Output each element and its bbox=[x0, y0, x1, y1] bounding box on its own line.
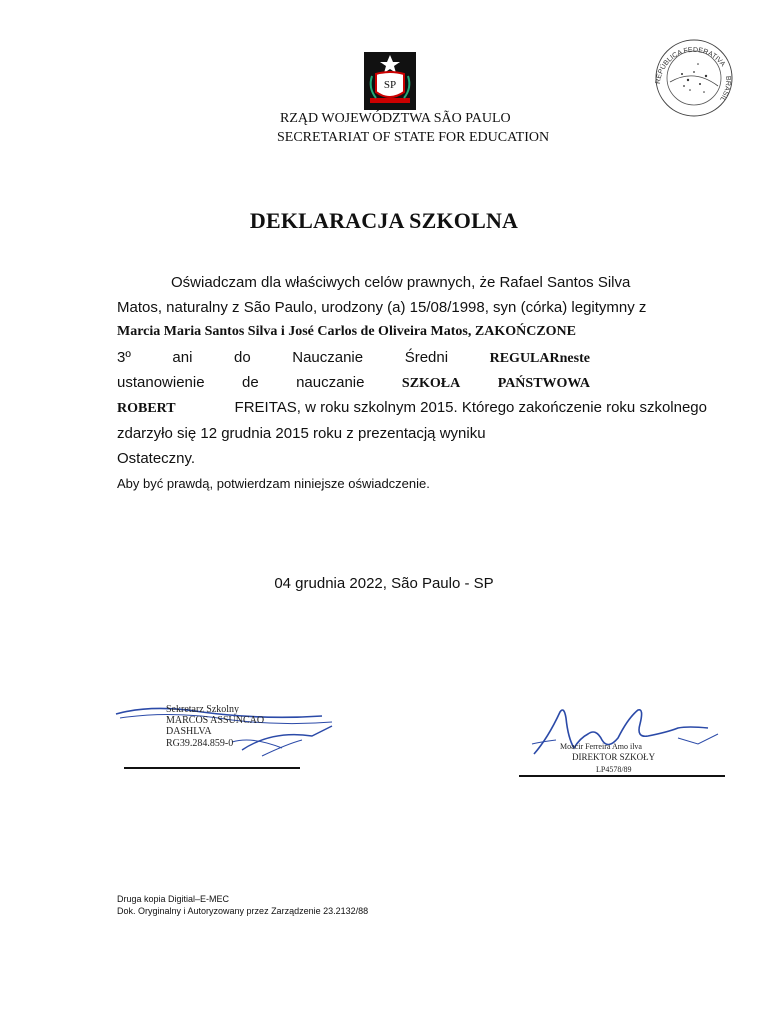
document-title: DEKLARACJA SZKOLNA bbox=[249, 208, 519, 233]
declaration-line bbox=[117, 349, 590, 367]
word: nauczanie bbox=[296, 374, 365, 391]
word: do bbox=[233, 349, 251, 366]
declaration-line: Matos, naturalny z São Paulo, urodzony (a) 15/08/1998, syn (córka) legitymny z bbox=[117, 299, 647, 316]
org-department: SECRETARIAT OF STATE FOR EDUCATION bbox=[277, 130, 550, 145]
word: Średni bbox=[404, 349, 449, 366]
footer-note: Dok. Oryginalny i Autoryzowany przez Zarządzenie 23.2132/88 bbox=[117, 906, 369, 916]
word: de bbox=[241, 374, 259, 391]
svg-text:BRASIL: BRASIL bbox=[718, 75, 732, 103]
word: 3º bbox=[117, 349, 131, 366]
word-bold: REGULARneste bbox=[489, 351, 590, 366]
footer-note: Druga kopia Digitial–E-MEC bbox=[117, 894, 230, 904]
secretary-name: DASHLVA bbox=[166, 726, 212, 737]
svg-text:REPÚBLICA FEDERATIVA: REPÚBLICA FEDERATIVA bbox=[654, 46, 727, 85]
word-bold: PAŃSTWOWA bbox=[497, 376, 590, 391]
director-name: Moacir Ferreira Amo ilva bbox=[560, 742, 642, 751]
sentence: FREITAS, w roku szkolnym 2015. Którego zakończenie roku szkolnego bbox=[234, 399, 707, 416]
director-id: LP4578/89 bbox=[596, 765, 632, 774]
sp-coat-of-arms-icon bbox=[364, 52, 416, 110]
declaration-line bbox=[117, 374, 590, 392]
declaration-closing: Aby być prawdą, potwierdzam niniejsze oświadczenie. bbox=[117, 476, 430, 491]
declaration-line: Oświadczam dla właściwych celów prawnych, że Rafael Santos Silva bbox=[171, 274, 631, 291]
svg-text:SP: SP bbox=[383, 79, 397, 91]
signature-line bbox=[124, 767, 300, 769]
secretary-rg: RG39.284.859-0 bbox=[166, 738, 234, 749]
federal-republic-seal-icon bbox=[646, 34, 738, 118]
word-bold: SZKOŁA bbox=[401, 376, 461, 391]
declaration-line: Ostateczny. bbox=[117, 450, 196, 467]
declaration-line bbox=[117, 399, 707, 417]
declaration-line: zdarzyło się 12 grudnia 2015 roku z prezentacją wyniku bbox=[117, 425, 486, 442]
secretary-name: MARCOS ASSUNCAO bbox=[166, 715, 265, 726]
signature-line bbox=[519, 775, 725, 777]
word: Nauczanie bbox=[292, 349, 364, 366]
org-name: RZĄD WOJEWÓDZTWA SÃO PAULO bbox=[280, 111, 511, 126]
word-bold: ROBERT bbox=[117, 401, 176, 416]
director-title: DIREKTOR SZKOŁY bbox=[572, 752, 656, 762]
secretary-label: Sekretarz Szkolny bbox=[166, 704, 240, 715]
word: ani bbox=[172, 349, 193, 366]
date-place: 04 grudnia 2022, São Paulo - SP bbox=[274, 575, 494, 592]
word: ustanowienie bbox=[117, 374, 205, 391]
declaration-parents-line: Marcia Maria Santos Silva i José Carlos de Oliveira Matos, ZAKOŃCZONE bbox=[117, 324, 576, 339]
